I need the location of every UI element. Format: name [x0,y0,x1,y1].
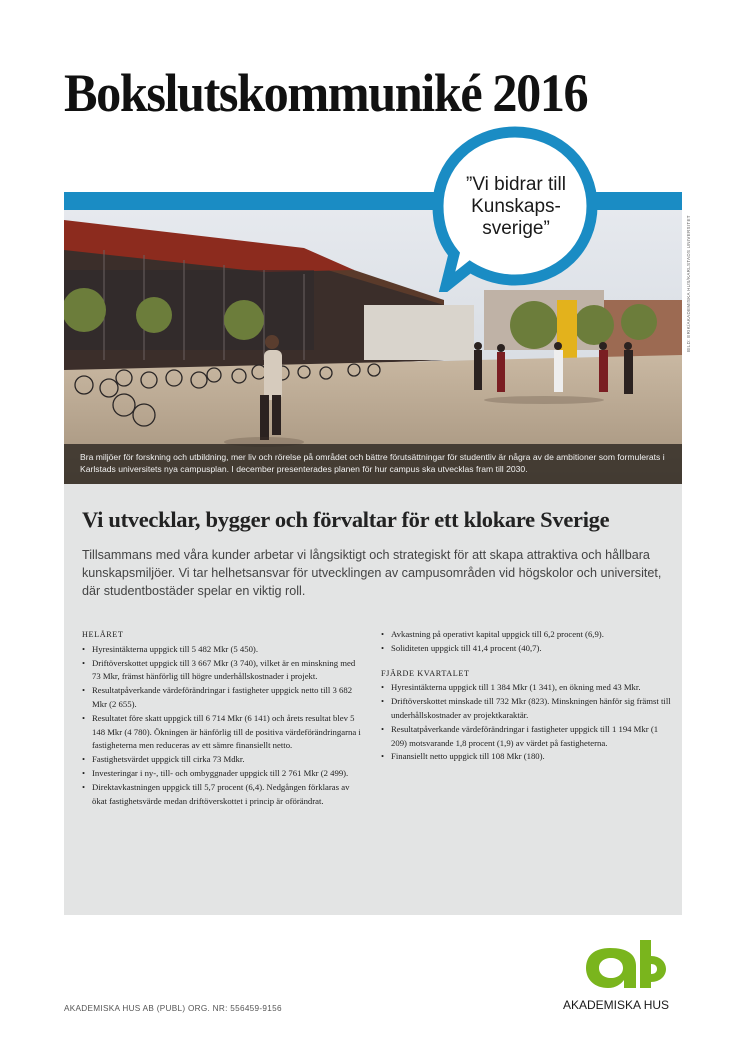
page-title: Bokslutskommuniké 2016 [64,63,588,123]
helaret-list [82,643,364,809]
q4-list [381,681,671,764]
logo-text: AKADEMISKA HUS [563,998,670,1012]
list-item: • Fastighetsvärdet uppgick till cirka 73 Mdkr. [82,753,364,767]
q4-heading: FJÄRDE KVARTALET [381,668,470,678]
right-column [381,628,671,764]
helaret-list-continued [381,628,671,656]
footer-org-number: AKADEMISKA HUS AB (PUBL) ORG. NR: 556459-9156 [64,1004,282,1013]
intro-paragraph: Tillsammans med våra kunder arbetar vi långsiktigt och strategiskt för att skapa attraktiva och hållbara kunskapsmiljöer. Vi tar helhetsansvar för utvecklingen av campusområden vid högskolor och universitet, där studentbostäder spelar en viktig roll. [82,548,662,598]
list-item: • Finansiellt netto uppgick till 108 Mkr (180). [381,750,671,764]
list-item: • Resultatet före skatt uppgick till 6 714 Mkr (6 141) och årets resultat blev 5 148 Mkr (4 780). Ökningen är hänförlig till de positiva värdeförändringarna i fastigheterna men reduceras av ett sämre finansiellt netto. [82,712,364,753]
list-item: • Resultatpåverkande värdeförändringar i fastigheter uppgick till 1 194 Mkr (1 209) motsvarande 1,8 procent (1,9) av värdet på fastigheterna. [381,723,671,751]
helaret-column [82,628,364,808]
list-item: • Direktavkastningen uppgick till 5,7 procent (6,4). Nedgången förklaras av ökat fastighetsvärde medan driftöverskottet i princip är oförändrat. [82,781,364,809]
list-item: • Driftöverskottet minskade till 732 Mkr (823). Minskningen hänför sig främst till underhållskostnader av projektkaraktär. [381,695,671,723]
list-item: • Avkastning på operativt kapital uppgick till 6,2 procent (6,9). [381,628,671,642]
helaret-heading: HELÅRET [82,630,124,639]
section-heading: Vi utvecklar, bygger och förvaltar för ett klokare Sverige [82,507,610,532]
list-item: • Soliditeten uppgick till 41,4 procent (40,7). [381,642,671,656]
list-item: • Hyresintäkterna uppgick till 5 482 Mkr (5 450). [82,643,364,657]
quote-line: ”Vi bidrar till [466,174,566,195]
list-item: • Driftöverskottet uppgick till 3 667 Mkr (3 740), vilket är en minskning med 73 Mkr, främst hänförlig till högre underhållskostnader i projekt. [82,657,364,685]
photo-caption: Bra miljöer för forskning och utbildning, mer liv och rörelse på området och bättre förutsättningar för studentliv är några av de ambitioner som formulerats i Karlstads universitets nya campusplan. I december presenterades planen för hur campus ska utvecklas fram till 2030. [64,444,682,484]
quote-line: Kunskaps- [471,196,561,217]
photo-credit: BILD: ERIK/AKADEMISKA HUS/KARLSTADS UNIVERSITET [686,215,691,352]
quote-text [450,174,582,240]
list-item: • Resultatpåverkande värdeförändringar i fastigheter uppgick netto till 3 682 Mkr (2 655). [82,684,364,712]
list-item: • Investeringar i ny-, till- och ombyggnader uppgick till 2 761 Mkr (2 499). [82,767,364,781]
list-item: • Hyresintäkterna uppgick till 1 384 Mkr (1 341), en ökning med 43 Mkr. [381,681,671,695]
quote-line: sverige” [482,218,550,239]
